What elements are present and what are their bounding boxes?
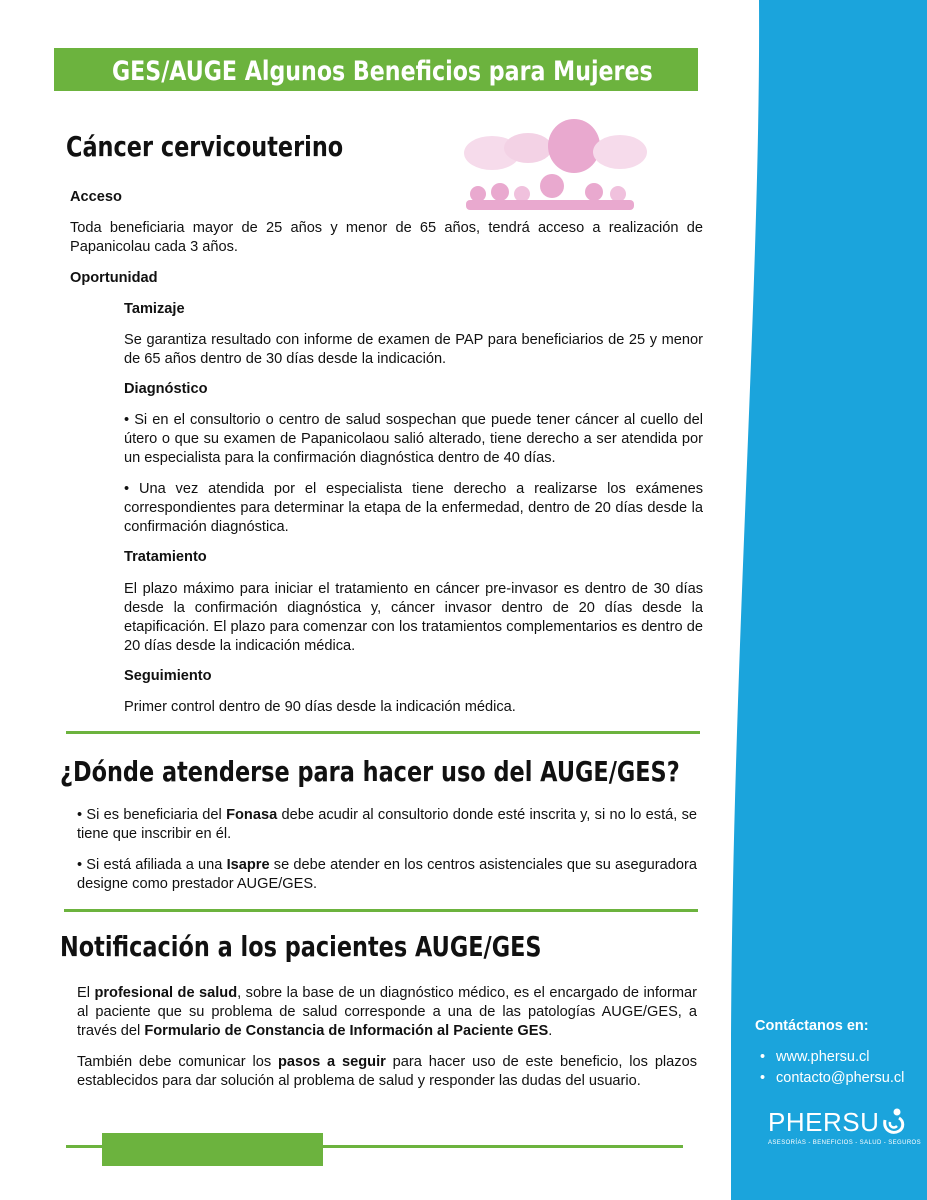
notificacion-paragraph-1: El profesional de salud, sobre la base de un diagnóstico médico, es el encargado de informar al paciente que su problema de salud corresponde a una de las patologías AUGE/GES, a través del Formulario de Constancia de Información al Paciente GES. <box>77 985 697 1039</box>
diagnostico-bullet-2: • Una vez atendida por el especialista tiene derecho a realizarse los exámenes correspondientes para determinar la etapa de la enfermedad, dentro de 20 días desde la confirmación diagnóstica. <box>124 481 703 535</box>
section-heading-donde: ¿Dónde atenderse para hacer uso del AUGE/GES? <box>60 755 680 788</box>
notificacion-paragraph-2: También debe comunicar los pasos a seguir para hacer uso de este beneficio, los plazos establecidos para dar solución al problema de salud y responder las dudas del usuario. <box>77 1054 697 1089</box>
page-title: GES/AUGE Algunos Beneficios para Mujeres <box>111 56 653 87</box>
section-heading-cancer: Cáncer cervicouterino <box>66 130 344 163</box>
divider <box>66 731 700 734</box>
divider <box>64 909 698 912</box>
logo-tagline: ASESORÍAS - BENEFICIOS - SALUD - SEGUROS <box>768 1140 922 1146</box>
isapre-bullet: • Si está afiliada a una Isapre se debe atender en los centros asistenciales que su aseguradora designe como prestador AUGE/GES. <box>77 857 697 892</box>
phersu-logo-icon <box>880 1106 906 1136</box>
diagnostico-bullet-1: • Si en el consultorio o centro de salud sospechan que puede tener cáncer al cuello del útero o que su examen de Papanicolaou salió alterado, tiene derecho a ser atendida por un especialista para la confirmación diagnóstica dentro de 40 días. <box>124 412 703 466</box>
tratamiento-text: El plazo máximo para iniciar el tratamiento en cáncer pre-invasor es dentro de 30 días desde la confirmación diagnóstica y, cáncer invasor dentro de 20 días desde la etapificación. El plazo para comenzar con los tratamientos complementarios es dentro de 20 días desde la indicación médica. <box>124 581 703 654</box>
women-speech-bubbles-illustration <box>462 118 650 212</box>
contact-website[interactable]: • www.phersu.cl <box>760 1049 904 1070</box>
contact-email[interactable]: • contacto@phersu.cl <box>760 1070 904 1091</box>
section-heading-notificacion: Notificación a los pacientes AUGE/GES <box>60 930 542 963</box>
oportunidad-label: Oportunidad <box>70 270 158 286</box>
contact-list <box>760 1049 904 1091</box>
footer-green-block <box>102 1133 323 1166</box>
acceso-text: Toda beneficiaria mayor de 25 años y menor de 65 años, tendrá acceso a realización de Papanicolau cada 3 años. <box>70 220 703 255</box>
diagnostico-label: Diagnóstico <box>124 381 208 397</box>
logo-text: PHERSU <box>768 1107 880 1137</box>
seguimiento-text: Primer control dentro de 90 días desde la indicación médica. <box>124 699 516 715</box>
acceso-label: Acceso <box>70 189 122 205</box>
tamizaje-label: Tamizaje <box>124 301 185 317</box>
seguimiento-label: Seguimiento <box>124 668 212 684</box>
header-banner <box>54 48 698 91</box>
tratamiento-label: Tratamiento <box>124 549 207 565</box>
fonasa-bullet: • Si es beneficiaria del Fonasa debe acudir al consultorio donde esté inscrita y, si no lo está, se tiene que inscribir en él. <box>77 807 698 842</box>
phersu-logo <box>768 1107 921 1146</box>
contact-title: Contáctanos en: <box>755 1018 869 1034</box>
tamizaje-text: Se garantiza resultado con informe de examen de PAP para beneficiarios de 25 y menor de 65 años dentro de 30 días desde la indicación. <box>124 332 703 367</box>
